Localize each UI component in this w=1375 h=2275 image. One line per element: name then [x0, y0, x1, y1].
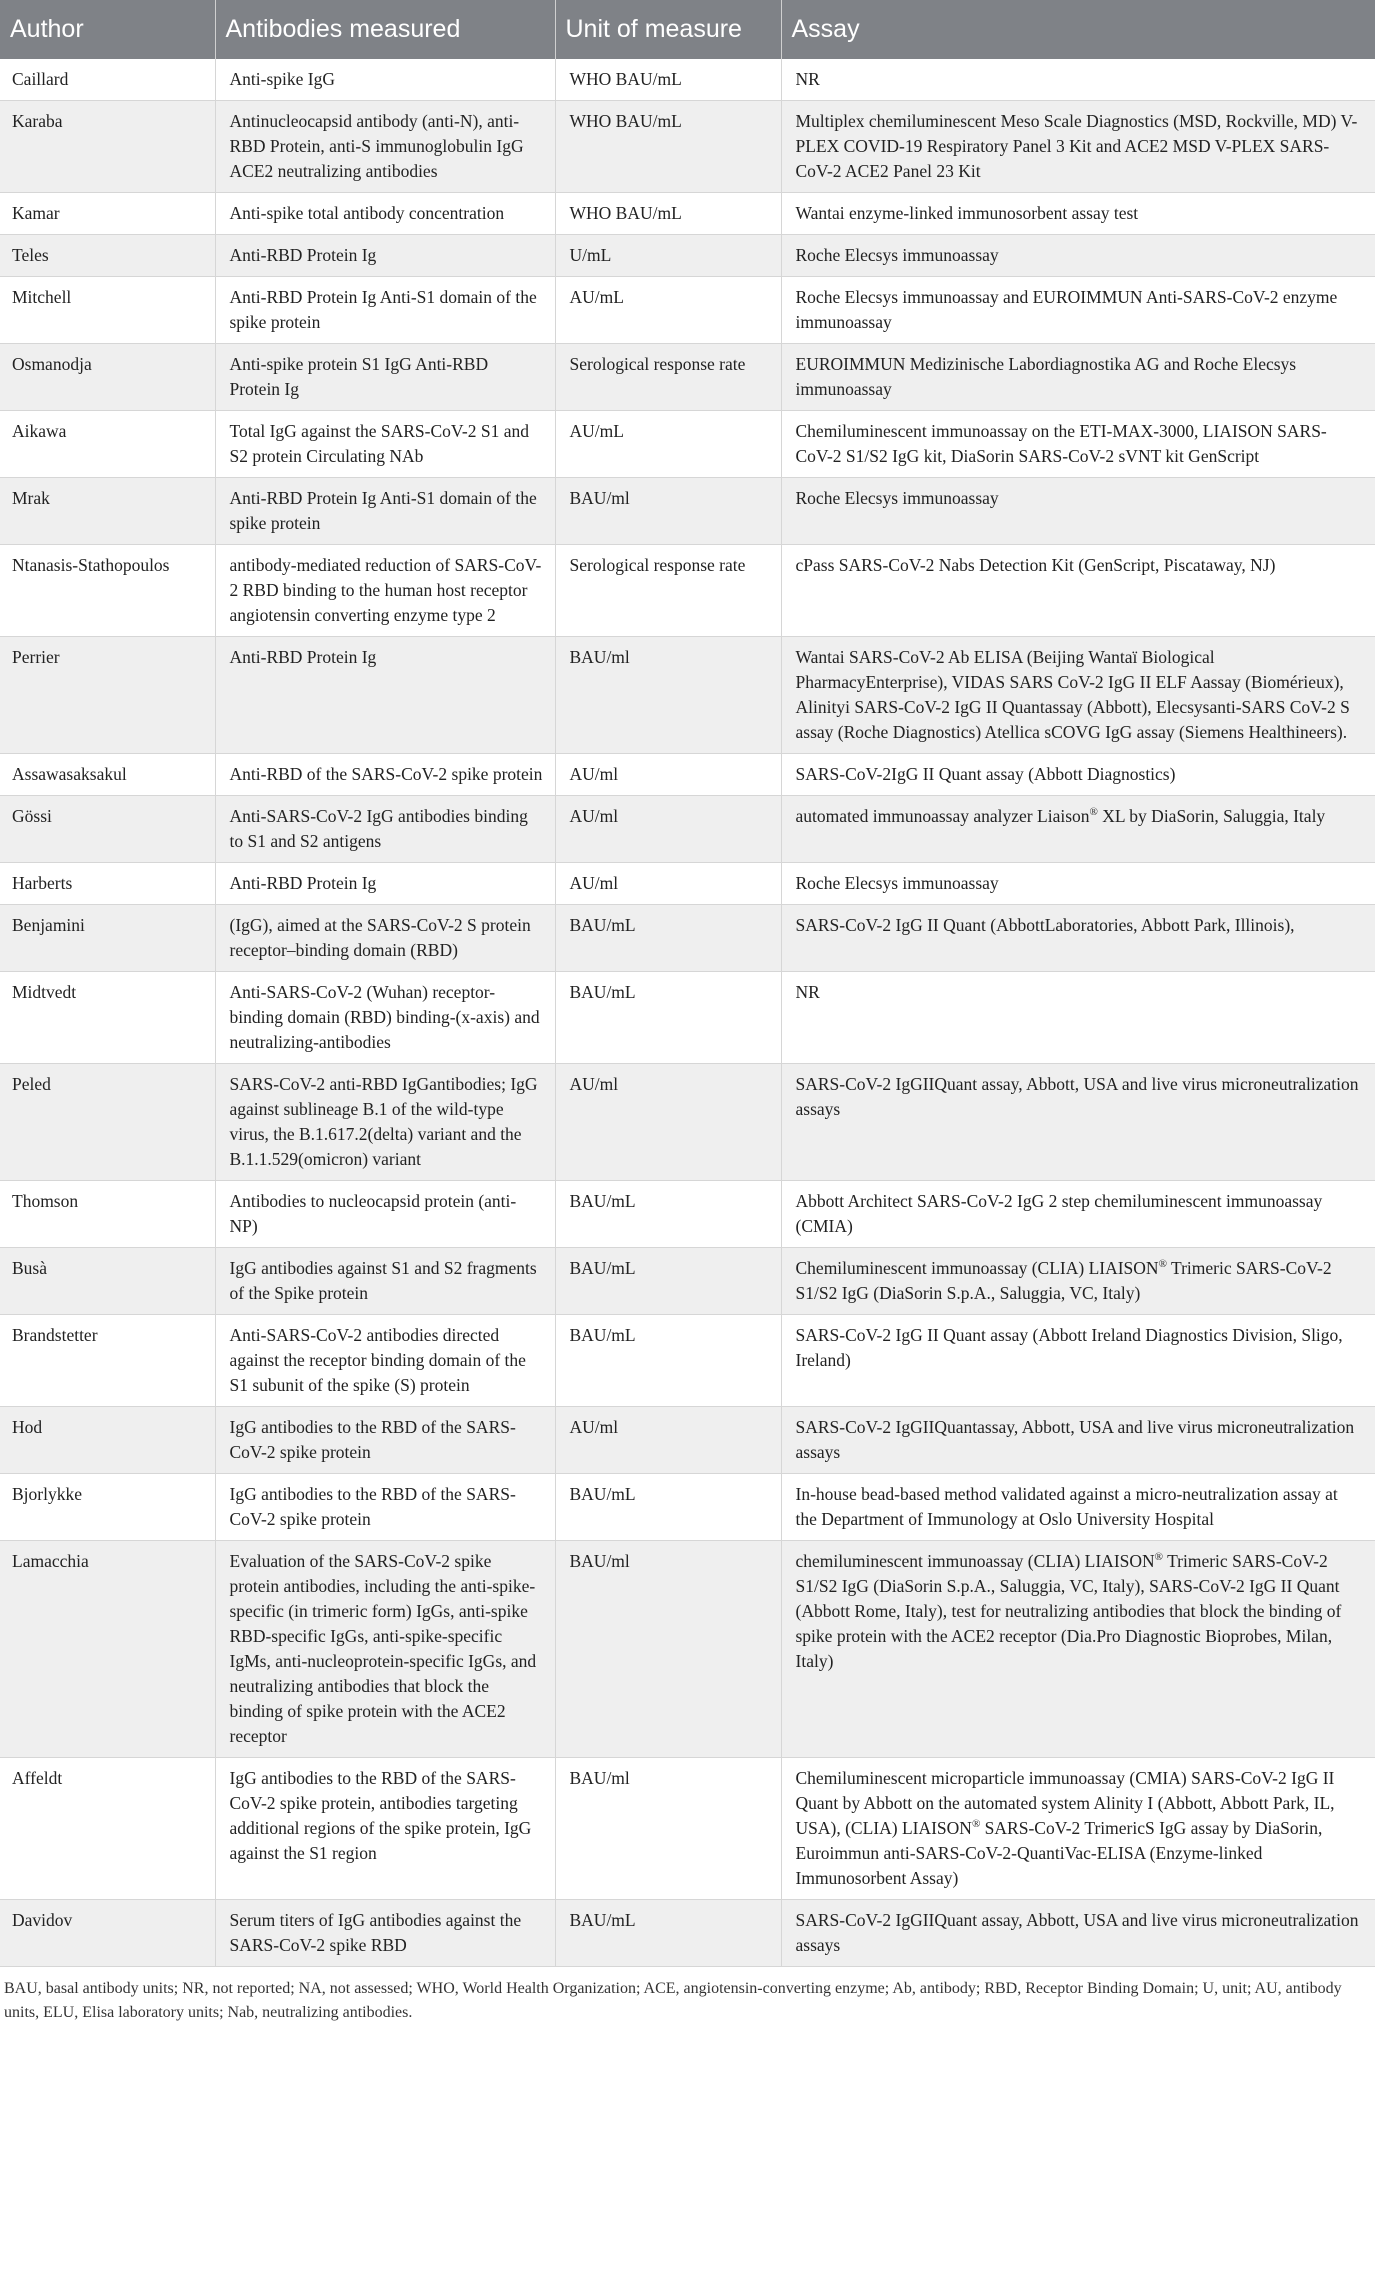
assay-cell: Multiplex chemiluminescent Meso Scale Diagnostics (MSD, Rockville, MD) V-PLEX COVID-19 Respiratory Panel 3 Kit and ACE2 MSD V-PLEX SARS-CoV-2 ACE2 Panel 23 Kit [781, 101, 1375, 193]
assay-cell: SARS-CoV-2 IgGIIQuantassay, Abbott, USA and live virus microneutralization assays [781, 1407, 1375, 1474]
table-row [0, 101, 1375, 193]
header-unit-of-measure: Unit of measure [555, 0, 781, 59]
table-row [0, 796, 1375, 863]
table-row [0, 344, 1375, 411]
assay-cell: Chemiluminescent microparticle immunoassay (CMIA) SARS-CoV-2 IgG II Quant by Abbott on the automated system Alinity I (Abbott, Abbott Park, IL, USA), (CLIA) LIAISON® SARS-CoV-2 TrimericS IgG assay by DiaSorin, Euroimmun anti-SARS-CoV-2-QuantiVac-ELISA (Enzyme-linked Immunosorbent Assay) [781, 1758, 1375, 1900]
assay-cell: Chemiluminescent immunoassay (CLIA) LIAISON® Trimeric SARS-CoV-2 S1/S2 IgG (DiaSorin S.p.A., Saluggia, VC, Italy) [781, 1248, 1375, 1315]
table-row [0, 1064, 1375, 1181]
unit-cell: BAU/mL [555, 1900, 781, 1967]
antibodies-cell: Anti-SARS-CoV-2 IgG antibodies binding to S1 and S2 antigens [215, 796, 555, 863]
assay-cell: NR [781, 59, 1375, 101]
table-row [0, 411, 1375, 478]
antibodies-cell: Anti-RBD of the SARS-CoV-2 spike protein [215, 754, 555, 796]
table-row [0, 1474, 1375, 1541]
antibodies-cell: (IgG), aimed at the SARS-CoV-2 S protein receptor–binding domain (RBD) [215, 905, 555, 972]
author-cell: Lamacchia [0, 1541, 215, 1758]
table-row [0, 1758, 1375, 1900]
assay-cell: Abbott Architect SARS-CoV-2 IgG 2 step chemiluminescent immunoassay (CMIA) [781, 1181, 1375, 1248]
header-author: Author [0, 0, 215, 59]
unit-cell: BAU/ml [555, 1541, 781, 1758]
assay-cell: SARS-CoV-2 IgGIIQuant assay, Abbott, USA and live virus microneutralization assays [781, 1900, 1375, 1967]
author-cell: Kamar [0, 193, 215, 235]
unit-cell: WHO BAU/mL [555, 193, 781, 235]
antibodies-cell: Anti-RBD Protein Ig Anti-S1 domain of the spike protein [215, 277, 555, 344]
author-cell: Peled [0, 1064, 215, 1181]
table-row [0, 478, 1375, 545]
assay-cell: SARS-CoV-2 IgG II Quant assay (Abbott Ireland Diagnostics Division, Sligo, Ireland) [781, 1315, 1375, 1407]
unit-cell: BAU/mL [555, 972, 781, 1064]
assay-cell: EUROIMMUN Medizinische Labordiagnostika AG and Roche Elecsys immunoassay [781, 344, 1375, 411]
unit-cell: BAU/mL [555, 1315, 781, 1407]
unit-cell: AU/ml [555, 863, 781, 905]
unit-cell: Serological response rate [555, 545, 781, 637]
table-row [0, 972, 1375, 1064]
assay-cell: Roche Elecsys immunoassay [781, 235, 1375, 277]
author-cell: Davidov [0, 1900, 215, 1967]
antibodies-cell: Evaluation of the SARS-CoV-2 spike protein antibodies, including the anti-spike-specific (in trimeric form) IgGs, anti-spike RBD-specific IgGs, anti-spike-specific IgMs, anti-nucleoprotein-specific IgGs, and neutralizing antibodies that block the binding of spike protein with the ACE2 receptor [215, 1541, 555, 1758]
table-row [0, 905, 1375, 972]
table-row [0, 1407, 1375, 1474]
table-row [0, 193, 1375, 235]
assay-cell: cPass SARS-CoV-2 Nabs Detection Kit (GenScript, Piscataway, NJ) [781, 545, 1375, 637]
author-cell: Teles [0, 235, 215, 277]
table-row [0, 1541, 1375, 1758]
unit-cell: BAU/mL [555, 1248, 781, 1315]
assay-cell: SARS-CoV-2 IgGIIQuant assay, Abbott, USA and live virus microneutralization assays [781, 1064, 1375, 1181]
unit-cell: AU/ml [555, 1064, 781, 1181]
assay-cell: SARS-CoV-2 IgG II Quant (AbbottLaboratories, Abbott Park, Illinois), [781, 905, 1375, 972]
unit-cell: BAU/ml [555, 478, 781, 545]
author-cell: Brandstetter [0, 1315, 215, 1407]
assay-cell: SARS-CoV-2IgG II Quant assay (Abbott Diagnostics) [781, 754, 1375, 796]
unit-cell: WHO BAU/mL [555, 59, 781, 101]
header-assay: Assay [791, 15, 860, 43]
antibodies-cell: IgG antibodies to the RBD of the SARS-CoV-2 spike protein [215, 1474, 555, 1541]
author-cell: Osmanodja [0, 344, 215, 411]
unit-cell: BAU/mL [555, 1474, 781, 1541]
antibodies-cell: antibody-mediated reduction of SARS-CoV-2 RBD binding to the human host receptor angiotensin converting enzyme type 2 [215, 545, 555, 637]
assay-cell: Roche Elecsys immunoassay [781, 863, 1375, 905]
unit-cell: Serological response rate [555, 344, 781, 411]
assay-cell: automated immunoassay analyzer Liaison® XL by DiaSorin, Saluggia, Italy [781, 796, 1375, 863]
antibodies-cell: Anti-RBD Protein Ig [215, 235, 555, 277]
antibodies-cell: Anti-RBD Protein Ig [215, 637, 555, 754]
author-cell: Busà [0, 1248, 215, 1315]
unit-cell: U/mL [555, 235, 781, 277]
antibodies-cell: Anti-spike protein S1 IgG Anti-RBD Protein Ig [215, 344, 555, 411]
assay-cell: NR [781, 972, 1375, 1064]
antibodies-cell: IgG antibodies to the RBD of the SARS-CoV-2 spike protein, antibodies targeting additional regions of the spike protein, IgG against the S1 region [215, 1758, 555, 1900]
table-row [0, 59, 1375, 101]
table-row [0, 1181, 1375, 1248]
unit-cell: BAU/mL [555, 905, 781, 972]
author-cell: Thomson [0, 1181, 215, 1248]
author-cell: Mrak [0, 478, 215, 545]
antibodies-cell: Total IgG against the SARS-CoV-2 S1 and S2 protein Circulating NAb [215, 411, 555, 478]
header-antibodies-measured: Antibodies measured [215, 0, 555, 59]
author-cell: Bjorlykke [0, 1474, 215, 1541]
table-body [0, 59, 1375, 1967]
author-cell: Benjamini [0, 905, 215, 972]
table-row [0, 1315, 1375, 1407]
table-row [0, 235, 1375, 277]
unit-cell: WHO BAU/mL [555, 101, 781, 193]
unit-cell: BAU/ml [555, 1758, 781, 1900]
author-cell: Aikawa [0, 411, 215, 478]
table-row [0, 545, 1375, 637]
table-row [0, 277, 1375, 344]
table-row [0, 1248, 1375, 1315]
antibodies-cell: Anti-spike IgG [215, 59, 555, 101]
author-cell: Gössi [0, 796, 215, 863]
antibodies-cell: Antinucleocapsid antibody (anti-N), anti- RBD Protein, anti-S immunoglobulin IgG ACE2 neutralizing antibodies [215, 101, 555, 193]
author-cell: Karaba [0, 101, 215, 193]
antibodies-cell: Anti-RBD Protein Ig Anti-S1 domain of the spike protein [215, 478, 555, 545]
unit-cell: BAU/mL [555, 1181, 781, 1248]
author-cell: Mitchell [0, 277, 215, 344]
table-row [0, 637, 1375, 754]
author-cell: Assawasaksakul [0, 754, 215, 796]
antibodies-cell: Anti-RBD Protein Ig [215, 863, 555, 905]
assay-cell: Roche Elecsys immunoassay and EUROIMMUN Anti-SARS-CoV-2 enzyme immunoassay [781, 277, 1375, 344]
assay-cell: Wantai enzyme-linked immunosorbent assay test [781, 193, 1375, 235]
header-row [0, 0, 1375, 59]
table-row [0, 863, 1375, 905]
assay-cell: In-house bead-based method validated against a micro-neutralization assay at the Department of Immunology at Oslo University Hospital [781, 1474, 1375, 1541]
antibodies-cell: Anti-SARS-CoV-2 antibodies directed against the receptor binding domain of the S1 subunit of the spike (S) protein [215, 1315, 555, 1407]
assay-cell: chemiluminescent immunoassay (CLIA) LIAISON® Trimeric SARS-CoV-2 S1/S2 IgG (DiaSorin S.p.A., Saluggia, VC, Italy), SARS-CoV-2 IgG II Quant (Abbott Rome, Italy), test for neutralizing antibodies that block the binding of spike protein with the ACE2 receptor (Dia.Pro Diagnostic Bioprobes, Milan, Italy) [781, 1541, 1375, 1758]
author-cell: Affeldt [0, 1758, 215, 1900]
assay-cell: Chemiluminescent immunoassay on the ETI-MAX-3000, LIAISON SARS-CoV-2 S1/S2 IgG kit, DiaSorin SARS-CoV-2 sVNT kit GenScript [781, 411, 1375, 478]
table-row [0, 1900, 1375, 1967]
unit-cell: BAU/ml [555, 637, 781, 754]
antibodies-cell: Serum titers of IgG antibodies against the SARS-CoV-2 spike RBD [215, 1900, 555, 1967]
unit-cell: AU/mL [555, 277, 781, 344]
table-footnote: BAU, basal antibody units; NR, not reported; NA, not assessed; WHO, World Health Organization; ACE, angiotensin-converting enzyme; Ab, antibody; RBD, Receptor Binding Domain; U, unit; AU, antibody units, ELU, Elisa laboratory units; Nab, neutralizing antibodies. [4, 1980, 1342, 2021]
unit-cell: AU/ml [555, 1407, 781, 1474]
unit-cell: AU/ml [555, 796, 781, 863]
unit-cell: AU/mL [555, 411, 781, 478]
antibodies-cell: Anti-spike total antibody concentration [215, 193, 555, 235]
author-cell: Perrier [0, 637, 215, 754]
assay-cell: Roche Elecsys immunoassay [781, 478, 1375, 545]
author-cell: Caillard [0, 59, 215, 101]
author-cell: Ntanasis-Stathopoulos [0, 545, 215, 637]
author-cell: Hod [0, 1407, 215, 1474]
unit-cell: AU/ml [555, 754, 781, 796]
table-header [0, 0, 1375, 59]
assay-cell: Wantai SARS-CoV-2 Ab ELISA (Beijing Wantaï Biological PharmacyEnterprise), VIDAS SARS CoV-2 IgG II ELF Aassay (Biomérieux), Alinityi SARS-CoV-2 IgG II Quantassay (Abbott), Elecsysanti-SARS CoV-2 S assay (Roche Diagnostics) Atellica sCOVG IgG assay (Siemens Healthineers). [781, 637, 1375, 754]
antibodies-cell: IgG antibodies to the RBD of the SARS-CoV-2 spike protein [215, 1407, 555, 1474]
author-cell: Midtvedt [0, 972, 215, 1064]
table-row [0, 754, 1375, 796]
antibodies-cell: SARS-CoV-2 anti-RBD IgGantibodies; IgG against sublineage B.1 of the wild-type virus, the B.1.617.2(delta) variant and the B.1.1.529(omicron) variant [215, 1064, 555, 1181]
antibodies-cell: IgG antibodies against S1 and S2 fragments of the Spike protein [215, 1248, 555, 1315]
antibodies-cell: Anti-SARS-CoV-2 (Wuhan) receptor-binding domain (RBD) binding-(x-axis) and neutralizing-antibodies [215, 972, 555, 1064]
author-cell: Harberts [0, 863, 215, 905]
antibodies-cell: Antibodies to nucleocapsid protein (anti-NP) [215, 1181, 555, 1248]
